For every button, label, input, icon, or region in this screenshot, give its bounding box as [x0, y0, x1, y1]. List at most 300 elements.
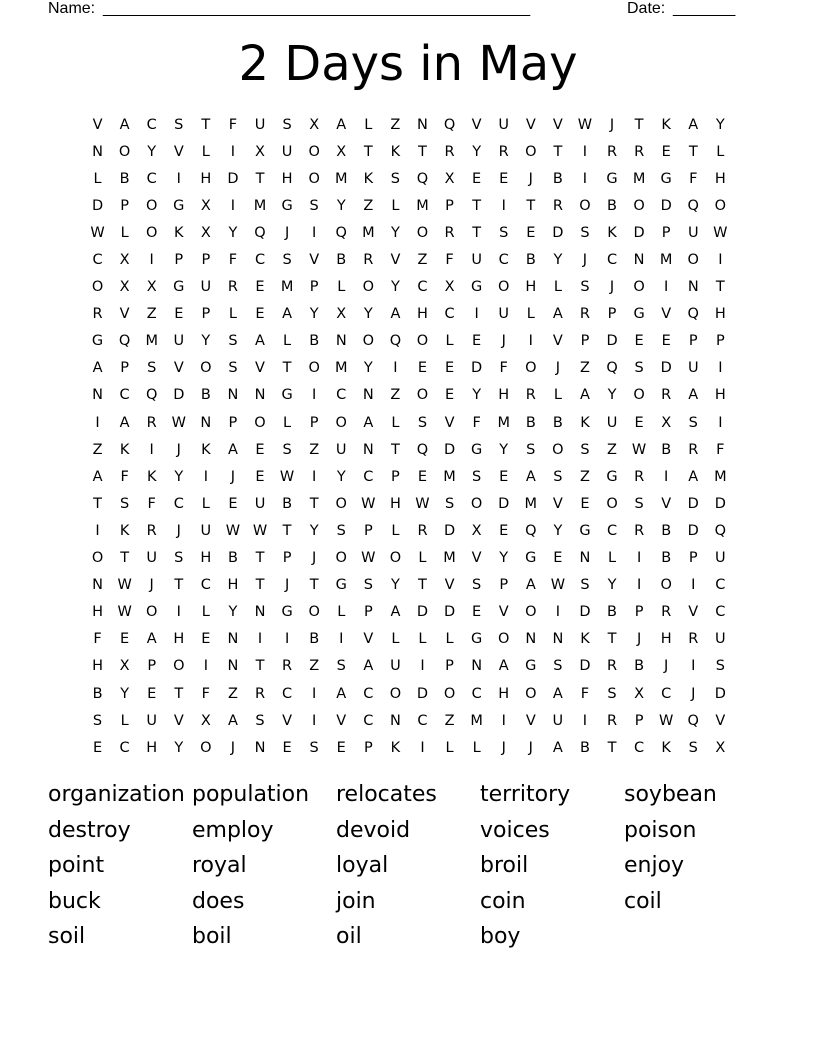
grid-letter[interactable]: B: [92, 685, 103, 702]
grid-letter[interactable]: E: [255, 441, 265, 458]
grid-letter[interactable]: R: [688, 631, 699, 648]
grid-letter[interactable]: C: [471, 685, 482, 702]
grid-letter[interactable]: E: [147, 685, 157, 702]
grid-letter[interactable]: S: [336, 522, 346, 539]
grid-letter[interactable]: T: [174, 577, 184, 594]
grid-letter[interactable]: Z: [607, 441, 617, 458]
grid-letter[interactable]: B: [552, 170, 563, 187]
grid-letter[interactable]: B: [607, 604, 617, 621]
grid-letter[interactable]: Y: [472, 143, 482, 160]
grid-letter[interactable]: S: [634, 495, 644, 512]
grid-letter[interactable]: G: [173, 279, 185, 296]
grid-letter[interactable]: T: [634, 116, 644, 133]
grid-letter[interactable]: L: [364, 116, 373, 133]
grid-letter[interactable]: S: [309, 739, 319, 756]
grid-letter[interactable]: V: [309, 252, 320, 269]
grid-letter[interactable]: E: [634, 414, 644, 431]
grid-letter[interactable]: X: [336, 143, 347, 160]
grid-letter[interactable]: O: [525, 685, 537, 702]
grid-letter[interactable]: S: [499, 224, 509, 241]
grid-letter[interactable]: T: [255, 170, 265, 187]
grid-letter[interactable]: V: [498, 604, 509, 621]
grid-letter[interactable]: N: [579, 550, 591, 567]
grid-letter[interactable]: E: [201, 631, 211, 648]
grid-letter[interactable]: H: [714, 306, 726, 323]
grid-letter[interactable]: B: [661, 550, 672, 567]
grid-letter[interactable]: V: [661, 495, 672, 512]
grid-letter[interactable]: P: [499, 577, 509, 594]
grid-letter[interactable]: M: [524, 495, 538, 512]
grid-letter[interactable]: E: [472, 604, 482, 621]
grid-letter[interactable]: D: [227, 170, 239, 187]
grid-letter[interactable]: U: [173, 333, 185, 350]
grid-letter[interactable]: O: [145, 224, 158, 241]
grid-letter[interactable]: W: [252, 522, 268, 539]
grid-letter[interactable]: O: [200, 739, 212, 756]
grid-letter[interactable]: X: [444, 279, 455, 296]
grid-letter[interactable]: J: [284, 577, 290, 594]
grid-letter[interactable]: I: [176, 604, 181, 621]
grid-letter[interactable]: P: [147, 658, 157, 675]
grid-letter[interactable]: L: [228, 306, 237, 323]
grid-letter[interactable]: V: [661, 306, 672, 323]
grid-letter[interactable]: J: [149, 577, 154, 594]
grid-letter[interactable]: P: [363, 522, 373, 539]
grid-letter[interactable]: D: [443, 522, 456, 539]
grid-letter[interactable]: N: [687, 279, 699, 296]
grid-letter[interactable]: D: [660, 360, 672, 377]
grid-letter[interactable]: D: [714, 495, 726, 512]
grid-letter[interactable]: C: [606, 252, 618, 269]
grid-letter[interactable]: A: [552, 306, 563, 323]
grid-letter[interactable]: I: [555, 604, 560, 621]
grid-letter[interactable]: O: [335, 550, 347, 567]
grid-letter[interactable]: D: [687, 495, 699, 512]
grid-letter[interactable]: E: [417, 468, 428, 485]
grid-letter[interactable]: G: [525, 658, 537, 675]
grid-letter[interactable]: Y: [201, 333, 211, 350]
grid-letter[interactable]: U: [471, 252, 482, 269]
grid-letter[interactable]: O: [145, 197, 158, 214]
grid-letter[interactable]: S: [715, 658, 725, 675]
grid-letter[interactable]: N: [200, 414, 212, 431]
grid-letter[interactable]: O: [254, 414, 266, 431]
grid-letter[interactable]: J: [528, 739, 533, 756]
grid-letter[interactable]: X: [661, 414, 672, 431]
grid-letter[interactable]: H: [281, 170, 293, 187]
grid-letter[interactable]: I: [501, 712, 506, 729]
grid-letter[interactable]: R: [525, 387, 536, 404]
grid-letter[interactable]: C: [363, 685, 374, 702]
grid-letter[interactable]: D: [173, 387, 185, 404]
grid-letter[interactable]: Y: [499, 441, 509, 458]
grid-letter[interactable]: W: [631, 441, 647, 458]
grid-letter[interactable]: L: [93, 170, 102, 187]
grid-letter[interactable]: N: [254, 387, 266, 404]
grid-letter[interactable]: O: [91, 550, 104, 567]
grid-letter[interactable]: K: [119, 441, 130, 458]
grid-letter[interactable]: U: [606, 414, 618, 431]
grid-letter[interactable]: E: [580, 495, 590, 512]
grid-letter[interactable]: N: [633, 252, 645, 269]
grid-letter[interactable]: S: [228, 360, 238, 377]
grid-letter[interactable]: F: [716, 441, 725, 458]
grid-letter[interactable]: B: [525, 252, 536, 269]
grid-letter[interactable]: C: [498, 252, 509, 269]
grid-letter[interactable]: Z: [579, 360, 590, 377]
grid-letter[interactable]: S: [363, 577, 373, 594]
grid-letter[interactable]: K: [119, 522, 130, 539]
grid-letter[interactable]: Y: [228, 224, 238, 241]
grid-letter[interactable]: I: [691, 577, 696, 594]
grid-letter[interactable]: B: [119, 170, 130, 187]
grid-letter[interactable]: T: [607, 739, 617, 756]
grid-letter[interactable]: E: [444, 360, 455, 377]
grid-letter[interactable]: Q: [145, 387, 158, 404]
grid-letter[interactable]: U: [687, 360, 699, 377]
grid-letter[interactable]: R: [661, 387, 672, 404]
grid-letter[interactable]: E: [634, 333, 644, 350]
grid-letter[interactable]: H: [660, 631, 672, 648]
grid-letter[interactable]: I: [339, 631, 344, 648]
grid-letter[interactable]: L: [391, 197, 400, 214]
grid-letter[interactable]: G: [173, 197, 185, 214]
grid-letter[interactable]: R: [579, 306, 590, 323]
grid-letter[interactable]: I: [95, 414, 100, 431]
grid-letter[interactable]: E: [661, 143, 671, 160]
grid-letter[interactable]: N: [92, 577, 103, 594]
grid-letter[interactable]: B: [336, 252, 347, 269]
grid-letter[interactable]: F: [228, 116, 238, 133]
grid-letter[interactable]: M: [714, 468, 727, 485]
grid-letter[interactable]: L: [337, 279, 346, 296]
grid-letter[interactable]: S: [580, 441, 590, 458]
grid-letter[interactable]: S: [472, 577, 482, 594]
grid-letter[interactable]: Q: [335, 224, 347, 241]
grid-letter[interactable]: G: [633, 306, 645, 323]
grid-letter[interactable]: R: [444, 143, 455, 160]
grid-letter[interactable]: M: [280, 279, 294, 296]
grid-letter[interactable]: U: [200, 279, 212, 296]
grid-letter[interactable]: L: [607, 550, 617, 567]
grid-letter[interactable]: Y: [553, 522, 563, 539]
grid-letter[interactable]: K: [201, 441, 211, 458]
grid-letter[interactable]: J: [664, 658, 669, 675]
grid-letter[interactable]: V: [525, 712, 536, 729]
grid-letter[interactable]: S: [553, 468, 563, 485]
grid-letter[interactable]: D: [443, 604, 456, 621]
grid-letter[interactable]: W: [361, 550, 376, 567]
grid-letter[interactable]: J: [582, 252, 588, 269]
grid-letter[interactable]: L: [337, 604, 346, 621]
grid-letter[interactable]: G: [660, 170, 672, 187]
grid-letter[interactable]: C: [606, 522, 618, 539]
grid-letter[interactable]: W: [117, 577, 132, 594]
grid-letter[interactable]: V: [471, 116, 482, 133]
grid-letter[interactable]: E: [336, 739, 346, 756]
grid-letter[interactable]: I: [203, 468, 208, 485]
grid-letter[interactable]: P: [580, 333, 590, 350]
grid-letter[interactable]: O: [362, 279, 375, 296]
grid-letter[interactable]: E: [120, 631, 130, 648]
grid-letter[interactable]: G: [335, 577, 347, 594]
grid-letter[interactable]: P: [120, 197, 129, 214]
grid-letter[interactable]: J: [609, 279, 615, 296]
grid-letter[interactable]: C: [92, 252, 103, 269]
grid-letter[interactable]: V: [688, 604, 699, 621]
grid-letter[interactable]: D: [471, 360, 483, 377]
grid-letter[interactable]: M: [362, 224, 375, 241]
grid-letter[interactable]: Y: [390, 224, 400, 241]
grid-letter[interactable]: H: [173, 631, 185, 648]
grid-letter[interactable]: I: [312, 224, 317, 241]
grid-letter[interactable]: M: [145, 333, 158, 350]
date-field[interactable]: _______: [673, 0, 736, 17]
grid-letter[interactable]: O: [443, 685, 456, 702]
grid-letter[interactable]: D: [633, 224, 645, 241]
grid-letter[interactable]: A: [227, 441, 238, 458]
grid-letter[interactable]: T: [526, 197, 536, 214]
grid-letter[interactable]: I: [718, 414, 723, 431]
grid-letter[interactable]: O: [389, 685, 402, 702]
grid-letter[interactable]: S: [634, 360, 644, 377]
grid-letter[interactable]: O: [498, 631, 510, 648]
grid-letter[interactable]: R: [606, 712, 618, 729]
grid-letter[interactable]: Z: [390, 116, 401, 133]
grid-letter[interactable]: E: [526, 224, 536, 241]
grid-letter[interactable]: H: [200, 550, 212, 567]
grid-letter[interactable]: Z: [92, 441, 103, 458]
grid-letter[interactable]: M: [443, 550, 456, 567]
grid-letter[interactable]: Y: [363, 306, 373, 323]
grid-letter[interactable]: I: [582, 143, 588, 160]
grid-letter[interactable]: W: [225, 522, 241, 539]
grid-letter[interactable]: R: [363, 252, 374, 269]
grid-letter[interactable]: R: [688, 441, 699, 458]
grid-letter[interactable]: E: [255, 279, 265, 296]
grid-letter[interactable]: F: [228, 252, 238, 269]
grid-letter[interactable]: S: [607, 685, 617, 702]
grid-letter[interactable]: C: [417, 712, 428, 729]
grid-letter[interactable]: L: [445, 739, 454, 756]
grid-letter[interactable]: T: [120, 550, 130, 567]
grid-letter[interactable]: A: [525, 468, 536, 485]
grid-letter[interactable]: U: [498, 116, 510, 133]
grid-letter[interactable]: S: [120, 495, 130, 512]
grid-letter[interactable]: Q: [606, 360, 618, 377]
grid-letter[interactable]: K: [661, 739, 671, 756]
grid-letter[interactable]: R: [254, 685, 266, 702]
grid-letter[interactable]: Y: [390, 279, 400, 296]
grid-letter[interactable]: E: [282, 739, 292, 756]
grid-letter[interactable]: Y: [607, 387, 617, 404]
grid-letter[interactable]: C: [146, 116, 157, 133]
grid-letter[interactable]: W: [415, 495, 430, 512]
grid-letter[interactable]: G: [471, 441, 483, 458]
grid-letter[interactable]: C: [119, 387, 130, 404]
grid-letter[interactable]: R: [634, 468, 645, 485]
grid-letter[interactable]: O: [552, 441, 564, 458]
grid-letter[interactable]: S: [336, 658, 346, 675]
grid-letter[interactable]: Y: [147, 143, 157, 160]
grid-letter[interactable]: Q: [443, 116, 456, 133]
grid-letter[interactable]: S: [147, 360, 157, 377]
grid-letter[interactable]: X: [200, 197, 211, 214]
grid-letter[interactable]: D: [579, 658, 591, 675]
grid-letter[interactable]: V: [444, 577, 455, 594]
grid-letter[interactable]: W: [279, 468, 295, 485]
grid-letter[interactable]: P: [445, 197, 454, 214]
grid-letter[interactable]: O: [91, 279, 104, 296]
grid-letter[interactable]: J: [691, 685, 696, 702]
grid-letter[interactable]: L: [716, 143, 725, 160]
grid-letter[interactable]: F: [499, 360, 508, 377]
grid-letter[interactable]: Q: [687, 712, 699, 729]
grid-letter[interactable]: T: [472, 197, 482, 214]
grid-letter[interactable]: O: [200, 360, 212, 377]
grid-letter[interactable]: I: [420, 658, 425, 675]
grid-letter[interactable]: V: [444, 414, 455, 431]
grid-letter[interactable]: R: [634, 143, 645, 160]
grid-letter[interactable]: C: [417, 279, 428, 296]
grid-letter[interactable]: Y: [120, 685, 130, 702]
grid-letter[interactable]: M: [632, 170, 646, 187]
grid-letter[interactable]: D: [714, 685, 726, 702]
grid-letter[interactable]: W: [659, 712, 674, 729]
grid-letter[interactable]: A: [579, 387, 590, 404]
grid-letter[interactable]: A: [688, 387, 699, 404]
grid-letter[interactable]: H: [92, 604, 103, 621]
grid-letter[interactable]: Z: [363, 197, 374, 214]
grid-letter[interactable]: V: [119, 306, 130, 323]
grid-letter[interactable]: R: [92, 306, 103, 323]
grid-letter[interactable]: I: [718, 360, 723, 377]
grid-letter[interactable]: X: [634, 685, 645, 702]
grid-letter[interactable]: H: [389, 495, 401, 512]
grid-letter[interactable]: J: [501, 739, 506, 756]
grid-letter[interactable]: E: [553, 550, 563, 567]
grid-letter[interactable]: X: [119, 279, 130, 296]
grid-letter[interactable]: V: [92, 116, 103, 133]
grid-letter[interactable]: Z: [417, 252, 428, 269]
grid-letter[interactable]: Q: [389, 333, 402, 350]
grid-letter[interactable]: L: [526, 306, 535, 323]
grid-letter[interactable]: U: [498, 306, 510, 323]
grid-letter[interactable]: U: [335, 441, 347, 458]
grid-letter[interactable]: I: [312, 468, 317, 485]
grid-letter[interactable]: Q: [254, 224, 266, 241]
grid-letter[interactable]: Y: [715, 116, 725, 133]
grid-letter[interactable]: A: [498, 658, 509, 675]
grid-letter[interactable]: T: [688, 143, 698, 160]
grid-letter[interactable]: R: [417, 522, 428, 539]
grid-letter[interactable]: E: [444, 387, 455, 404]
grid-letter[interactable]: O: [308, 143, 320, 160]
grid-letter[interactable]: A: [336, 116, 347, 133]
grid-letter[interactable]: R: [444, 224, 455, 241]
grid-letter[interactable]: O: [633, 387, 645, 404]
grid-letter[interactable]: A: [688, 468, 699, 485]
grid-letter[interactable]: E: [499, 468, 509, 485]
grid-letter[interactable]: D: [579, 604, 591, 621]
grid-letter[interactable]: O: [660, 577, 672, 594]
grid-letter[interactable]: K: [607, 224, 617, 241]
grid-letter[interactable]: T: [418, 577, 427, 594]
grid-letter[interactable]: I: [636, 577, 642, 594]
grid-letter[interactable]: P: [363, 604, 373, 621]
grid-letter[interactable]: H: [714, 387, 726, 404]
grid-letter[interactable]: S: [390, 170, 400, 187]
grid-letter[interactable]: P: [201, 252, 211, 269]
grid-letter[interactable]: Y: [336, 468, 346, 485]
grid-letter[interactable]: A: [363, 414, 374, 431]
grid-letter[interactable]: U: [200, 522, 212, 539]
grid-letter[interactable]: T: [174, 685, 184, 702]
grid-letter[interactable]: G: [281, 604, 293, 621]
grid-letter[interactable]: S: [553, 658, 563, 675]
grid-letter[interactable]: Y: [607, 577, 617, 594]
grid-letter[interactable]: R: [227, 279, 238, 296]
grid-letter[interactable]: S: [174, 116, 184, 133]
grid-letter[interactable]: N: [389, 712, 401, 729]
grid-letter[interactable]: F: [93, 631, 102, 648]
grid-letter[interactable]: B: [607, 197, 617, 214]
grid-letter[interactable]: P: [201, 306, 211, 323]
grid-letter[interactable]: O: [525, 604, 537, 621]
grid-letter[interactable]: B: [309, 631, 320, 648]
grid-letter[interactable]: N: [362, 387, 374, 404]
grid-letter[interactable]: O: [308, 604, 320, 621]
grid-letter[interactable]: A: [92, 468, 103, 485]
grid-letter[interactable]: T: [363, 143, 373, 160]
grid-letter[interactable]: L: [445, 333, 454, 350]
grid-letter[interactable]: V: [363, 631, 374, 648]
grid-letter[interactable]: R: [606, 143, 618, 160]
grid-letter[interactable]: X: [715, 739, 726, 756]
grid-letter[interactable]: S: [444, 495, 455, 512]
grid-letter[interactable]: E: [661, 333, 671, 350]
grid-letter[interactable]: O: [633, 279, 645, 296]
grid-letter[interactable]: C: [715, 604, 726, 621]
grid-letter[interactable]: T: [255, 577, 265, 594]
grid-letter[interactable]: T: [282, 522, 292, 539]
grid-letter[interactable]: L: [472, 739, 481, 756]
grid-letter[interactable]: R: [146, 522, 157, 539]
grid-letter[interactable]: B: [282, 495, 293, 512]
grid-letter[interactable]: F: [689, 170, 698, 187]
grid-letter[interactable]: Q: [687, 197, 699, 214]
grid-letter[interactable]: C: [200, 577, 211, 594]
grid-letter[interactable]: K: [174, 224, 184, 241]
grid-letter[interactable]: O: [335, 414, 347, 431]
grid-letter[interactable]: N: [362, 441, 374, 458]
grid-letter[interactable]: T: [282, 360, 292, 377]
grid-letter[interactable]: O: [118, 143, 131, 160]
grid-letter[interactable]: K: [363, 170, 374, 187]
grid-letter[interactable]: I: [664, 468, 669, 485]
grid-letter[interactable]: V: [336, 712, 347, 729]
grid-letter[interactable]: I: [312, 712, 317, 729]
grid-letter[interactable]: O: [579, 197, 591, 214]
grid-letter[interactable]: D: [660, 197, 672, 214]
grid-letter[interactable]: H: [498, 387, 510, 404]
grid-letter[interactable]: W: [361, 495, 376, 512]
grid-letter[interactable]: M: [416, 197, 429, 214]
grid-letter[interactable]: L: [418, 550, 427, 567]
grid-letter[interactable]: T: [255, 658, 265, 675]
grid-letter[interactable]: S: [228, 333, 238, 350]
grid-letter[interactable]: C: [282, 685, 293, 702]
